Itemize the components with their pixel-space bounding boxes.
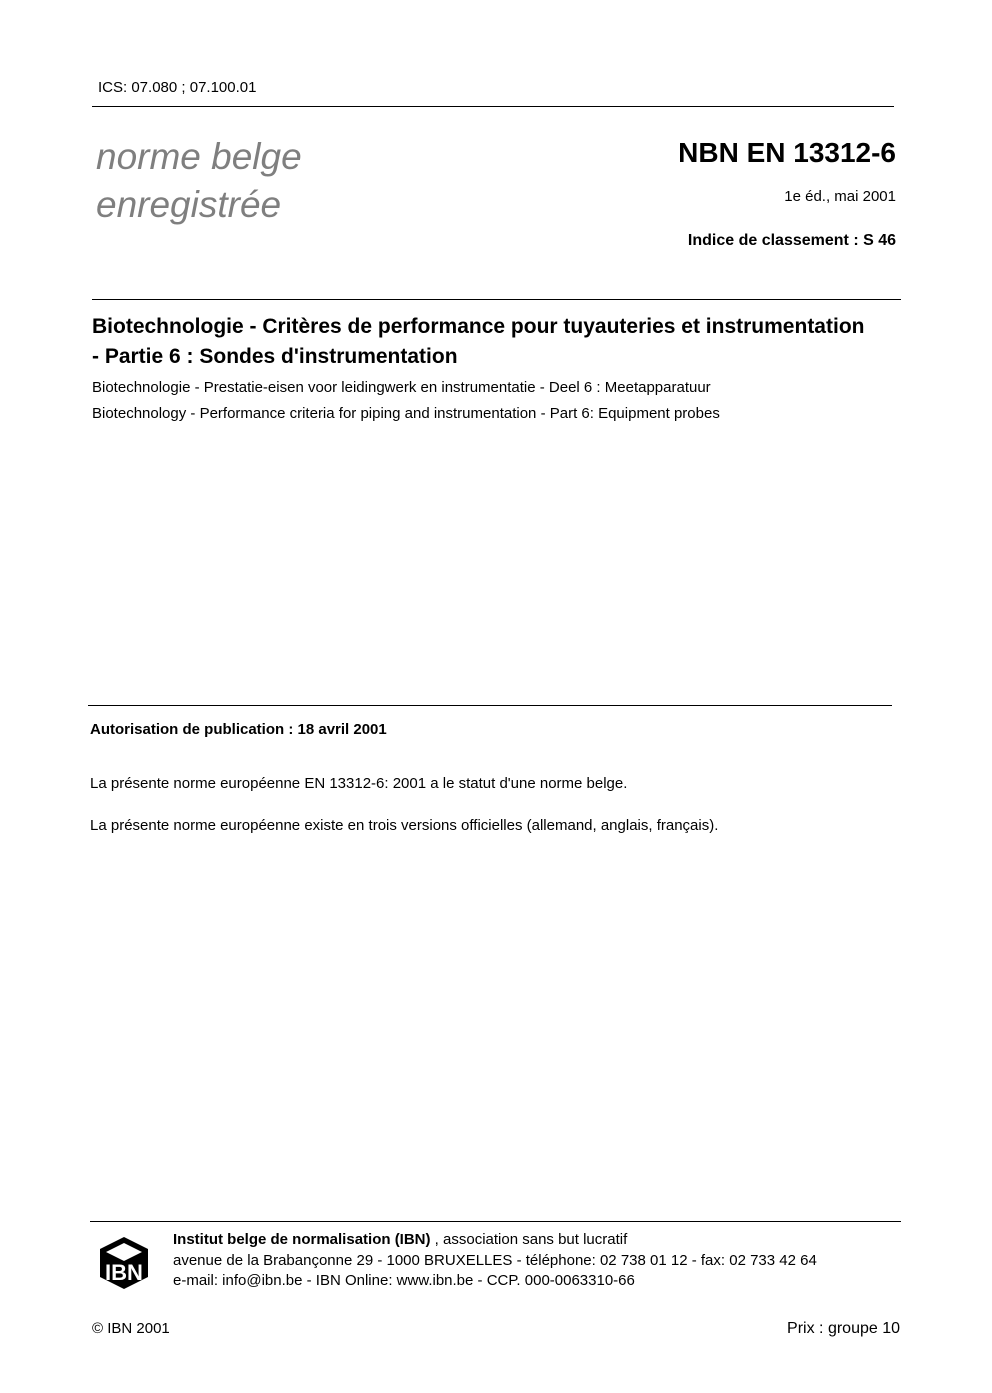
ibn-logo	[98, 1235, 150, 1291]
institute-name: Institut belge de normalisation (IBN)	[173, 1231, 431, 1248]
title-dutch: Biotechnologie - Prestatie-eisen voor leidingwerk en instrumentatie - Deel 6 : Meetapparatuur	[92, 379, 711, 396]
title-english: Biotechnology - Performance criteria for piping and instrumentation - Part 6: Equipment probes	[92, 405, 720, 422]
institute-address: avenue de la Brabançonne 29 - 1000 BRUXELLES - téléphone: 02 738 01 12 - fax: 02 733 42 64	[173, 1252, 817, 1269]
standard-code: NBN EN 13312-6	[678, 137, 896, 168]
price-group: Prix : groupe 10	[787, 1320, 900, 1337]
document-title: Biotechnologie - Critères de performance pour tuyauteries et instrumentation - Partie 6 : Sondes d'instrumentation	[92, 315, 865, 368]
publication-authorization: Autorisation de publication : 18 avril 2001	[90, 721, 387, 738]
classification-index: Indice de classement : S 46	[687, 232, 896, 249]
logo-text: IBN	[105, 1260, 143, 1285]
edition-date: 1e éd., mai 2001	[784, 188, 896, 205]
institute-suffix: , association sans but lucratif	[430, 1231, 628, 1248]
brand-line-2: enregistrée	[96, 184, 282, 225]
versions-paragraph: La présente norme européenne existe en trois versions officielles (allemand, anglais, français).	[90, 817, 719, 834]
institute-line	[173, 1231, 627, 1248]
ics-code: ICS: 07.080 ; 07.100.01	[98, 79, 257, 96]
status-paragraph: La présente norme européenne EN 13312-6: 2001 a le statut d'une norme belge.	[90, 775, 628, 792]
header-divider	[92, 106, 894, 107]
footer-divider	[90, 1221, 901, 1222]
title-divider-bottom	[88, 705, 892, 706]
brand-line-1: norme belge	[96, 136, 302, 177]
title-divider-top	[92, 299, 901, 300]
institute-contact: e-mail: info@ibn.be - IBN Online: www.ibn.be - CCP. 000-0063310-66	[173, 1272, 635, 1289]
copyright: © IBN 2001	[92, 1320, 170, 1337]
